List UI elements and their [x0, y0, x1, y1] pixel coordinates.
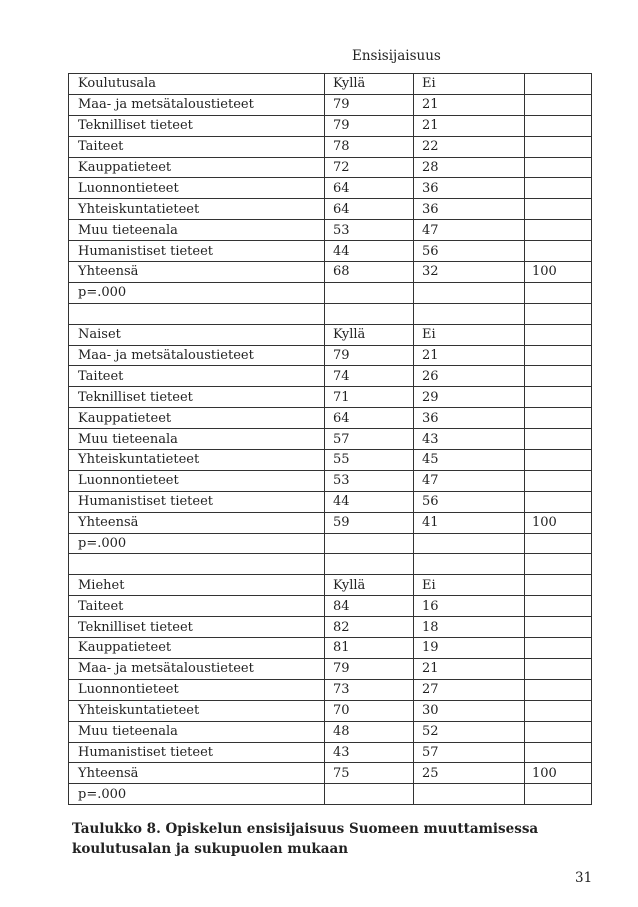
empty-cell — [325, 303, 414, 324]
field-name: Yhteiskuntatieteet — [69, 700, 325, 721]
empty-cell — [325, 554, 414, 575]
total-yes: 75 — [325, 763, 414, 784]
empty-cell — [525, 345, 592, 366]
yes-percent: 43 — [325, 742, 414, 763]
no-percent: 22 — [414, 136, 525, 157]
table-row — [69, 345, 592, 366]
field-name: Humanistiset tieteet — [69, 241, 325, 262]
p-value-row — [69, 784, 592, 805]
field-name: Muu tieteenala — [69, 721, 325, 742]
empty-cell — [525, 199, 592, 220]
empty-cell — [69, 554, 325, 575]
field-name: Luonnontieteet — [69, 679, 325, 700]
empty-cell — [414, 303, 525, 324]
field-name: Yhteiskuntatieteet — [69, 199, 325, 220]
p-value: p=.000 — [69, 784, 325, 805]
empty-cell — [525, 366, 592, 387]
empty-cell — [525, 742, 592, 763]
field-name: Humanistiset tieteet — [69, 491, 325, 512]
table-row — [69, 387, 592, 408]
yes-percent: 79 — [325, 345, 414, 366]
blank-row — [69, 303, 592, 324]
field-name: Humanistiset tieteet — [69, 742, 325, 763]
field-name: Taiteet — [69, 596, 325, 617]
field-name: Kauppatieteet — [69, 638, 325, 659]
table-row — [69, 596, 592, 617]
yes-percent: 81 — [325, 638, 414, 659]
field-name: Teknilliset tieteet — [69, 387, 325, 408]
empty-cell — [525, 220, 592, 241]
empty-cell — [525, 784, 592, 805]
table-row — [69, 115, 592, 136]
total-no: 32 — [414, 262, 525, 283]
yes-percent: 55 — [325, 450, 414, 471]
field-name: Maa- ja metsätaloustieteet — [69, 345, 325, 366]
empty-cell — [525, 700, 592, 721]
yes-percent: 70 — [325, 700, 414, 721]
yes-percent: 79 — [325, 94, 414, 115]
total-label: Yhteensä — [69, 262, 325, 283]
column-header-yes: Kyllä — [325, 324, 414, 345]
no-percent: 47 — [414, 470, 525, 491]
column-header-no: Ei — [414, 575, 525, 596]
empty-cell — [525, 408, 592, 429]
p-value: p=.000 — [69, 282, 325, 303]
no-percent: 21 — [414, 115, 525, 136]
empty-cell — [525, 136, 592, 157]
table-row — [69, 199, 592, 220]
empty-cell — [525, 575, 592, 596]
no-percent: 52 — [414, 721, 525, 742]
no-percent: 19 — [414, 638, 525, 659]
empty-cell — [525, 679, 592, 700]
table-row — [69, 721, 592, 742]
section-title: Naiset — [69, 324, 325, 345]
empty-cell — [525, 470, 592, 491]
column-header-no: Ei — [414, 74, 525, 95]
empty-cell — [525, 429, 592, 450]
empty-cell — [414, 554, 525, 575]
column-header-yes: Kyllä — [325, 575, 414, 596]
empty-cell — [525, 115, 592, 136]
empty-cell — [414, 282, 525, 303]
table-row — [69, 450, 592, 471]
column-header-no: Ei — [414, 324, 525, 345]
empty-cell — [525, 157, 592, 178]
empty-cell — [525, 324, 592, 345]
empty-cell — [525, 596, 592, 617]
page-number: 31 — [575, 870, 593, 886]
empty-cell — [525, 638, 592, 659]
table-row — [69, 679, 592, 700]
table-row — [69, 178, 592, 199]
total-row — [69, 262, 592, 283]
field-name: Teknilliset tieteet — [69, 115, 325, 136]
no-percent: 28 — [414, 157, 525, 178]
total-label: Yhteensä — [69, 763, 325, 784]
table-caption: Taulukko 8. Opiskelun ensisijaisuus Suomeen muuttamisessa koulutusalan ja sukupuolen mukaan — [72, 821, 539, 857]
yes-percent: 53 — [325, 470, 414, 491]
yes-percent: 64 — [325, 178, 414, 199]
table-row — [69, 429, 592, 450]
empty-cell — [525, 303, 592, 324]
table-row — [69, 700, 592, 721]
empty-cell — [325, 282, 414, 303]
empty-cell — [525, 491, 592, 512]
blank-row — [69, 554, 592, 575]
empty-cell — [414, 784, 525, 805]
table-super-heading: Ensisijaisuus — [352, 48, 441, 64]
table-row — [69, 491, 592, 512]
yes-percent: 44 — [325, 241, 414, 262]
yes-percent: 48 — [325, 721, 414, 742]
table-row — [69, 157, 592, 178]
field-name: Luonnontieteet — [69, 470, 325, 491]
empty-cell — [69, 303, 325, 324]
column-header-yes: Kyllä — [325, 74, 414, 95]
total-sum: 100 — [525, 512, 592, 533]
table-row — [69, 408, 592, 429]
yes-percent: 71 — [325, 387, 414, 408]
p-value: p=.000 — [69, 533, 325, 554]
no-percent: 21 — [414, 345, 525, 366]
no-percent: 16 — [414, 596, 525, 617]
no-percent: 18 — [414, 617, 525, 638]
yes-percent: 84 — [325, 596, 414, 617]
section-title: Miehet — [69, 575, 325, 596]
table-row — [69, 241, 592, 262]
no-percent: 56 — [414, 241, 525, 262]
yes-percent: 64 — [325, 199, 414, 220]
total-yes: 59 — [325, 512, 414, 533]
total-no: 41 — [414, 512, 525, 533]
no-percent: 45 — [414, 450, 525, 471]
empty-cell — [525, 178, 592, 199]
yes-percent: 57 — [325, 429, 414, 450]
empty-cell — [525, 450, 592, 471]
no-percent: 36 — [414, 408, 525, 429]
table-row — [69, 136, 592, 157]
empty-cell — [525, 74, 592, 95]
p-value-row — [69, 282, 592, 303]
section-header-row — [69, 575, 592, 596]
field-name: Taiteet — [69, 366, 325, 387]
field-name: Kauppatieteet — [69, 157, 325, 178]
no-percent: 30 — [414, 700, 525, 721]
no-percent: 43 — [414, 429, 525, 450]
yes-percent: 73 — [325, 679, 414, 700]
empty-cell — [525, 617, 592, 638]
empty-cell — [525, 241, 592, 262]
field-name: Maa- ja metsätaloustieteet — [69, 94, 325, 115]
yes-percent: 64 — [325, 408, 414, 429]
data-table — [68, 73, 592, 805]
empty-cell — [325, 784, 414, 805]
yes-percent: 79 — [325, 115, 414, 136]
no-percent: 36 — [414, 199, 525, 220]
empty-cell — [525, 554, 592, 575]
total-no: 25 — [414, 763, 525, 784]
no-percent: 47 — [414, 220, 525, 241]
yes-percent: 79 — [325, 658, 414, 679]
section-header-row — [69, 74, 592, 95]
field-name: Teknilliset tieteet — [69, 617, 325, 638]
field-name: Taiteet — [69, 136, 325, 157]
empty-cell — [525, 533, 592, 554]
yes-percent: 78 — [325, 136, 414, 157]
no-percent: 27 — [414, 679, 525, 700]
field-name: Yhteiskuntatieteet — [69, 450, 325, 471]
total-yes: 68 — [325, 262, 414, 283]
total-sum: 100 — [525, 763, 592, 784]
field-name: Luonnontieteet — [69, 178, 325, 199]
yes-percent: 82 — [325, 617, 414, 638]
table-row — [69, 742, 592, 763]
table-row — [69, 94, 592, 115]
yes-percent: 53 — [325, 220, 414, 241]
empty-cell — [325, 533, 414, 554]
field-name: Muu tieteenala — [69, 429, 325, 450]
table-row — [69, 470, 592, 491]
total-row — [69, 763, 592, 784]
no-percent: 36 — [414, 178, 525, 199]
p-value-row — [69, 533, 592, 554]
field-name: Muu tieteenala — [69, 220, 325, 241]
table-row — [69, 658, 592, 679]
field-name: Kauppatieteet — [69, 408, 325, 429]
table-row — [69, 220, 592, 241]
empty-cell — [525, 387, 592, 408]
no-percent: 21 — [414, 658, 525, 679]
empty-cell — [525, 721, 592, 742]
section-header-row — [69, 324, 592, 345]
yes-percent: 72 — [325, 157, 414, 178]
empty-cell — [525, 658, 592, 679]
total-label: Yhteensä — [69, 512, 325, 533]
no-percent: 56 — [414, 491, 525, 512]
total-row — [69, 512, 592, 533]
empty-cell — [525, 94, 592, 115]
field-name: Maa- ja metsätaloustieteet — [69, 658, 325, 679]
no-percent: 21 — [414, 94, 525, 115]
no-percent: 29 — [414, 387, 525, 408]
no-percent: 57 — [414, 742, 525, 763]
no-percent: 26 — [414, 366, 525, 387]
table-row — [69, 617, 592, 638]
section-title: Koulutusala — [69, 74, 325, 95]
table-row — [69, 638, 592, 659]
yes-percent: 74 — [325, 366, 414, 387]
empty-cell — [525, 282, 592, 303]
empty-cell — [414, 533, 525, 554]
total-sum: 100 — [525, 262, 592, 283]
table-row — [69, 366, 592, 387]
yes-percent: 44 — [325, 491, 414, 512]
